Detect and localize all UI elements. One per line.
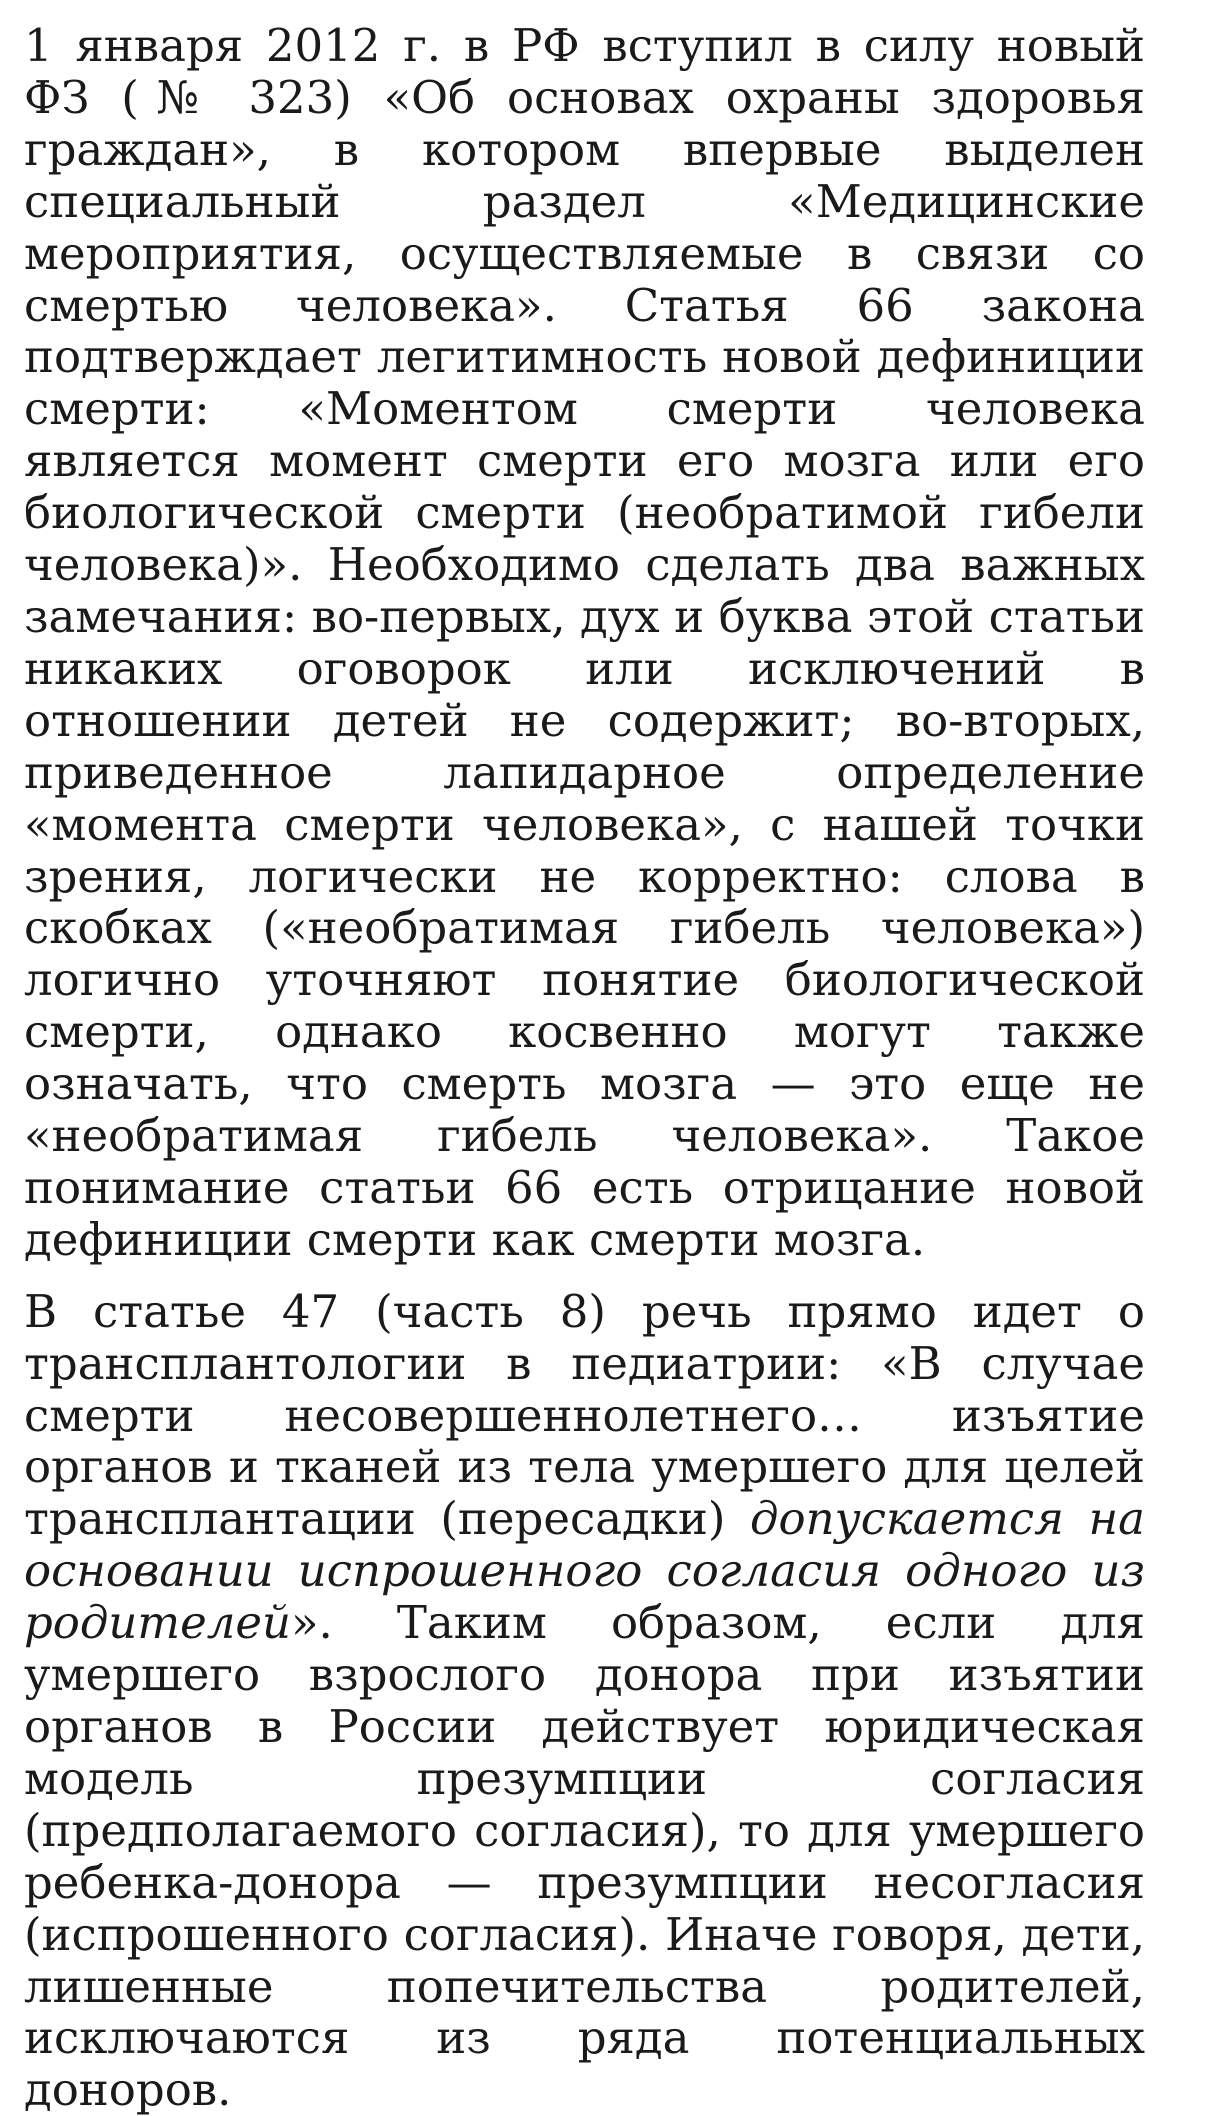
italic-quote-consent: допускается на основании испрошенного согласия одного из родителей [24,1492,1145,1650]
paragraph-law-article-66: 1 января 2012 г. в РФ вступил в силу новый ФЗ (№ 323) «Об основах охраны здоровья граждан», в котором впервые выделен специальный раздел «Медицинские мероприятия, осуществляемые в связи со смертью человека». Статья 66 закона подтверждает легитимность новой дефиниции смерти: «Моментом смерти человека является момент смерти его мозга или его биологической смерти (необратимой гибели человека)». Необходимо сделать два важных замечания: во-первых, дух и буква этой статьи никаких оговорок или исключений в отношении детей не содержит; во-вторых, приведенное лапидарное определение «момента смерти человека», с нашей точки зрения, логически не корректно: слова в скобках («необратимая гибель человека») логично уточняют понятие биологической смерти, однако косвенно могут также означать, что смерть мозга — это еще не «необратимая гибель человека». Такое понимание статьи 66 есть отрицание новой дефиниции смерти как смерти мозга. [24,19,1145,1266]
paragraph-text-after-italic: ». Таким образом, если для умершего взрослого донора при изъятии органов в России действует юридическая модель презумпции согласия (предполагаемого согласия), то для умершего ребенка-донора — презумпции несогласия (испрошенного согласия). Иначе говоря, дети, лишенные попечительства родителей, исключаются из ряда потенциальных доноров. [24,1596,1145,2116]
paragraph-text-before-italic: В статье 47 (часть 8) речь прямо идет о трансплантологии в педиатрии: «В случае смерти несовершеннолетнего… изъятие органов и тканей из тела умершего для целей трансплантации (пересадки) [24,1284,1145,1546]
paragraph-law-article-47 [24,1286,1145,2116]
